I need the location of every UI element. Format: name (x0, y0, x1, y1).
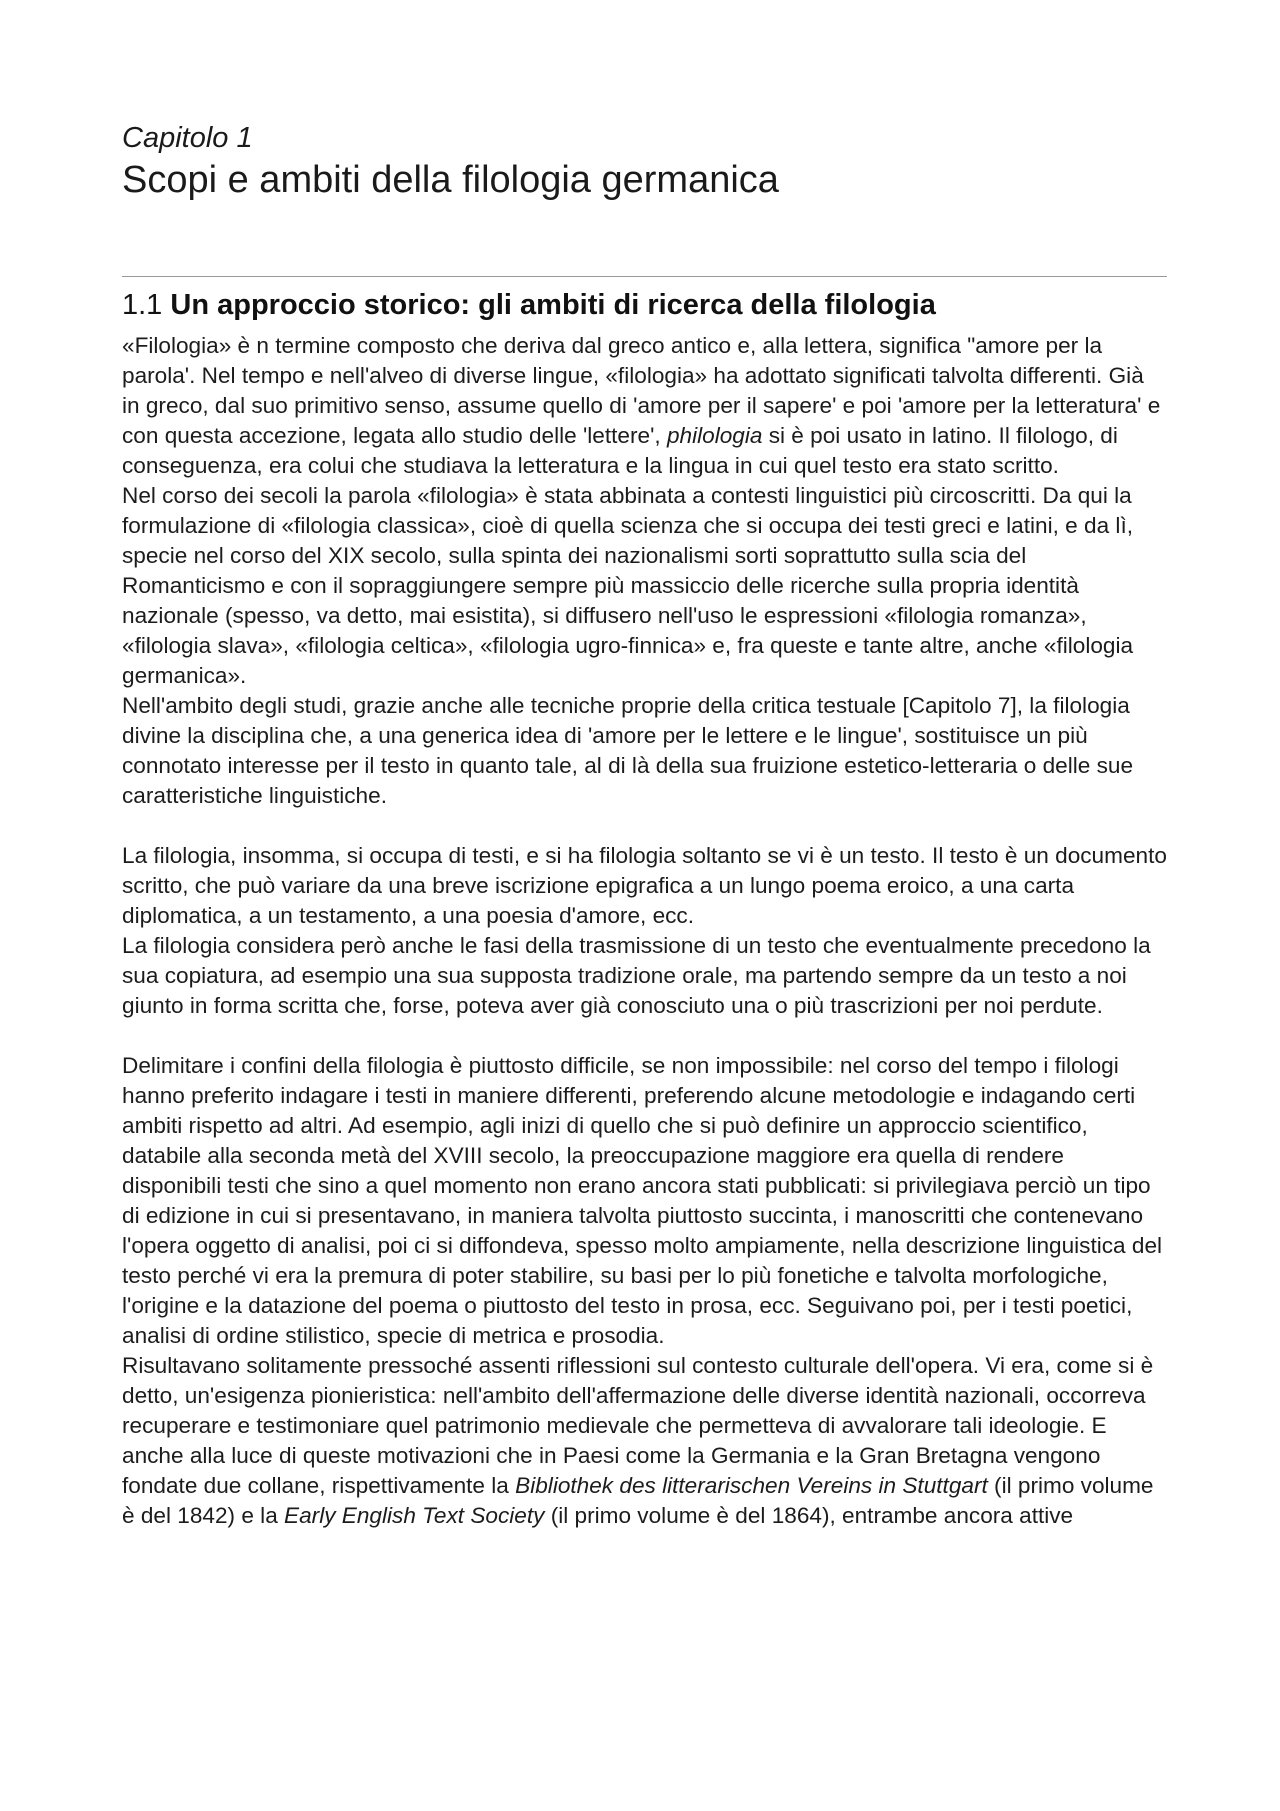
text-run: La filologia, insomma, si occupa di testi, e si ha filologia soltanto se vi è un testo. Il testo è un documento scritto, che può variare da una breve iscrizione epigrafica a un lungo poema eroico, a una carta diplomatica, a un testamento, a una poesia d'amore, ecc. (122, 843, 1167, 928)
paragraph (122, 481, 1167, 691)
paragraph (122, 1351, 1167, 1531)
paragraph (122, 841, 1167, 931)
block-spacer (122, 811, 1167, 841)
section-number: 1.1 (122, 289, 163, 321)
text-run: Nell'ambito degli studi, grazie anche alle tecniche proprie della critica testuale [Capitolo 7], la filologia divine la disciplina che, a una generica idea di 'amore per le lettere e le lingue', sostituisce un più connotato interesse per il testo in quanto tale, al di là della sua fruizione estetico-letteraria o delle sue caratteristiche linguistiche. (122, 693, 1134, 808)
paragraph (122, 331, 1167, 481)
paragraph (122, 1051, 1167, 1351)
text-run: (il primo volume è del 1864), entrambe ancora attive (544, 1503, 1074, 1528)
chapter-label: Capitolo 1 (122, 122, 253, 154)
paragraph (122, 931, 1167, 1021)
section-divider (122, 276, 1167, 277)
chapter-title: Scopi e ambiti della filologia germanica (122, 159, 779, 201)
text-run: Delimitare i confini della filologia è piuttosto difficile, se non impossibile: nel corso del tempo i filologi hanno preferito indagare i testi in maniere differenti, preferendo alcune metodologie e indagando certi ambiti rispetto ad altri. Ad esempio, agli inizi di quello che si può definire un approccio scientifico, databile alla seconda metà del XVIII secolo, la preoccupazione maggiore era quella di rendere disponibili testi che sino a quel momento non erano ancora stati pubblicati: si privilegiava perciò un tipo di edizione in cui si presentavano, in maniera talvolta piuttosto succinta, i manoscritti che contenevano l'opera oggetto di analisi, poi ci si diffondeva, spesso molto ampiamente, nella descrizione linguistica del testo perché vi era la premura di poter stabilire, su basi per lo più fonetiche e talvolta morfologiche, l'origine e la datazione del poema o piuttosto del testo in prosa, ecc. Seguivano poi, per i testi poetici, analisi di ordine stilistico, specie di metrica e prosodia. (122, 1053, 1163, 1348)
body-text (122, 331, 1167, 1531)
text-run: La filologia considera però anche le fasi della trasmissione di un testo che eventualmente precedono la sua copiatura, ad esempio una sua supposta tradizione orale, ma partendo sempre da un testo a noi giunto in forma scritta che, forse, poteva aver già conosciuto una o più trascrizioni per noi perdute. (122, 933, 1151, 1018)
section-title: Un approccio storico: gli ambiti di ricerca della filologia (170, 289, 936, 321)
section-heading (122, 287, 1167, 323)
italic-text: philologia (666, 423, 763, 448)
paragraph (122, 691, 1167, 811)
block-spacer (122, 1021, 1167, 1051)
text-run: Risultavano solitamente pressoché assenti riflessioni sul contesto culturale dell'opera. Vi era, come si è detto, un'esigenza pionieristica: nell'ambito dell'affermazione delle diverse identità nazionali, occorreva recuperare e testimoniare quel patrimonio medievale che permetteva di avvalorare tali ideologie. E anche alla luce di queste motivazioni che in Paesi come la Germania e la Gran Bretagna vengono fondate due collane, rispettivamente la (122, 1353, 1154, 1498)
document-page (122, 120, 1167, 1531)
text-run: Nel corso dei secoli la parola «filologia» è stata abbinata a contesti linguistici più circoscritti. Da qui la formulazione di «filologia classica», cioè di quella scienza che si occupa dei testi greci e latini, e da lì, specie nel corso del XIX secolo, sulla spinta dei nazionalismi sorti soprattutto sulla scia del Romanticismo e con il sopraggiungere sempre più massiccio delle ricerche sulla propria identità nazionale (spesso, va detto, mai esistita), si diffusero nell'uso le espressioni «filologia romanza», «filologia slava», «filologia celtica», «filologia ugro-finnica» e, fra queste e tante altre, anche «filologia germanica». (122, 483, 1134, 688)
italic-text: Early English Text Society (284, 1503, 545, 1528)
text-run: (il primo volume è del 1842) e la (122, 1473, 1154, 1528)
text-run: «Filologia» è n termine composto che deriva dal greco antico e, alla lettera, significa "amore per la parola'. Nel tempo e nell'alveo di diverse lingue, «filologia» ha adottato significati talvolta differenti. Già in greco, dal suo primitivo senso, assume quello di 'amore per il sapere' e poi 'amore per la letteratura' e con questa accezione, legata allo studio delle 'lettere', (122, 333, 1161, 448)
text-run: si è poi usato in latino. Il filologo, di conseguenza, era colui che studiava la letteratura e la lingua in cui quel testo era stato scritto. (122, 423, 1118, 478)
italic-text: Bibliothek des litterarischen Vereins in Stuttgart (515, 1473, 988, 1498)
